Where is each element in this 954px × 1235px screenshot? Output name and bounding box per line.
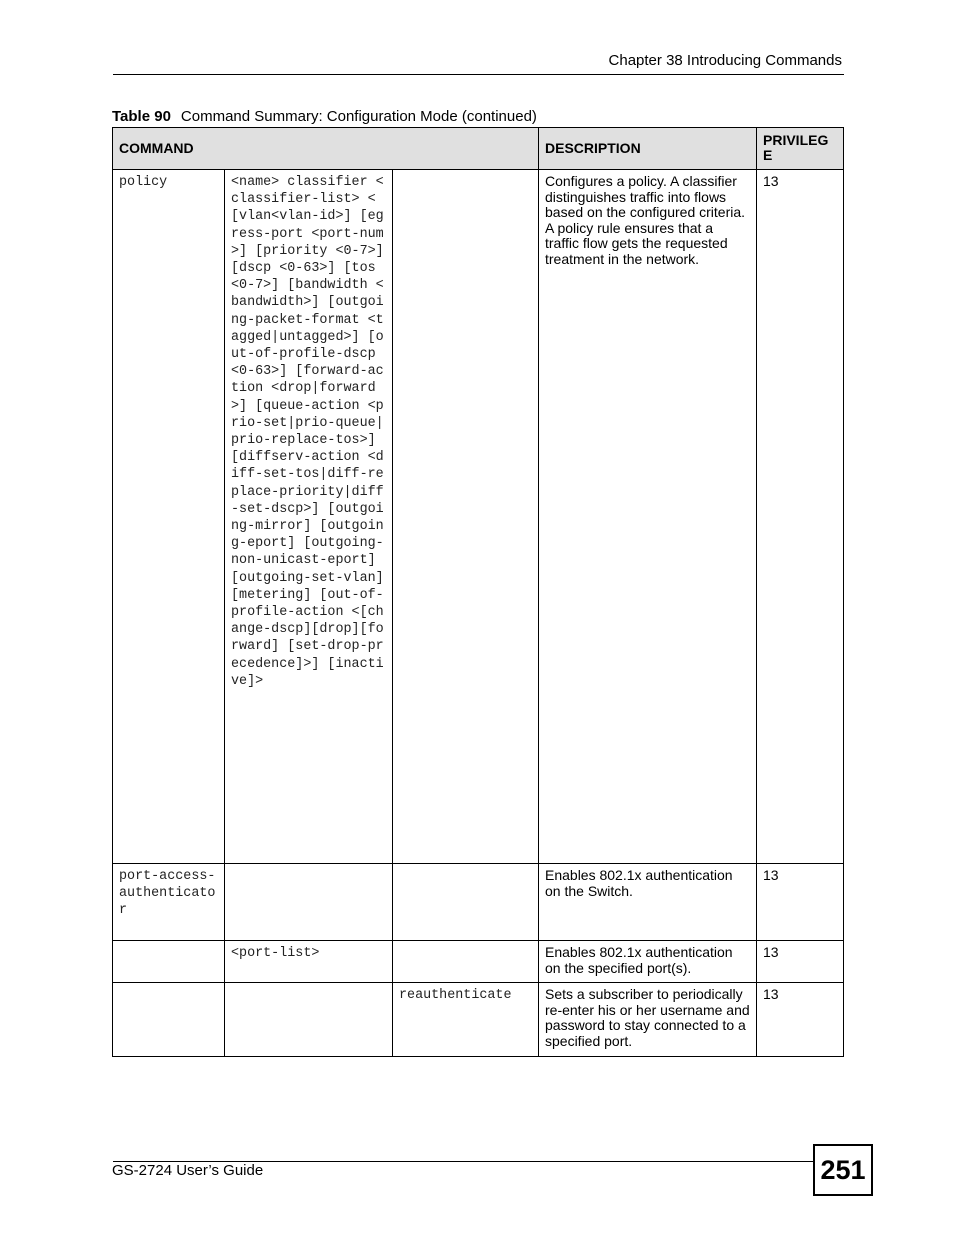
chapter-header: Chapter 38 Introducing Commands	[608, 52, 842, 69]
argument-cell: <name> classifier <classifier-list> < [vlan<vlan-id>] [egress-port <port-num>] [priority <0-7>] [dscp <0-63>] [tos <0-7>] [bandwidth <bandwidth>] [outgoing-packet-format <tagged|untagged>] [out-of-profile-dscp <0-63>] [forward-action <drop|forward>] [queue-action <prio-set|prio-queue|prio-replace-tos>] [diffserv-action <diff-set-tos|diff-replace-priority|diff-set-dscp>] [outgoing-mirror] [outgoing-eport] [outgoing-non-unicast-eport] [outgoing-set-vlan] [metering] [out-of-profile-action <[change-dscp][drop][forward] [set-drop-precedence]>] [inactive]>	[225, 170, 393, 864]
description-cell: Enables 802.1x authentication on the Switch.	[539, 864, 757, 941]
guide-title: GS-2724 User’s Guide	[112, 1162, 264, 1179]
command-cell: port-access-authenticator	[113, 864, 225, 941]
subcommand-cell: reauthenticate	[393, 983, 539, 1056]
table-row	[113, 170, 844, 864]
table-caption-title: Command Summary: Configuration Mode (continued)	[180, 108, 537, 125]
description-cell: Enables 802.1x authentication on the specified port(s).	[539, 941, 757, 983]
argument-cell	[225, 864, 393, 941]
privilege-cell: 13	[757, 864, 844, 941]
table-row	[113, 941, 844, 983]
privilege-cell: 13	[757, 170, 844, 864]
subcommand-cell	[393, 941, 539, 983]
table-row	[113, 864, 844, 941]
header-description: DESCRIPTION	[539, 128, 757, 170]
argument-cell: <port-list>	[225, 941, 393, 983]
command-cell	[113, 941, 225, 983]
privilege-cell: 13	[757, 941, 844, 983]
subcommand-cell	[393, 864, 539, 941]
table-row	[113, 983, 844, 1056]
table-caption	[112, 108, 537, 125]
table-caption-label: Table 90	[112, 108, 171, 125]
privilege-cell: 13	[757, 983, 844, 1056]
header-command: COMMAND	[113, 128, 539, 170]
header-divider	[113, 74, 844, 75]
page-number: 251	[813, 1144, 873, 1196]
subcommand-cell	[393, 170, 539, 864]
command-summary-table	[112, 127, 844, 1057]
argument-cell	[225, 983, 393, 1056]
table-header-row	[113, 128, 844, 170]
command-cell: policy	[113, 170, 225, 864]
command-cell	[113, 983, 225, 1056]
description-cell: Configures a policy. A classifier distinguishes traffic into flows based on the configured criteria. A policy rule ensures that a traffic flow gets the requested treatment in the network.	[539, 170, 757, 864]
header-privilege: PRIVILEGE	[757, 128, 844, 170]
description-cell: Sets a subscriber to periodically re-enter his or her username and password to stay connected to a specified port.	[539, 983, 757, 1056]
